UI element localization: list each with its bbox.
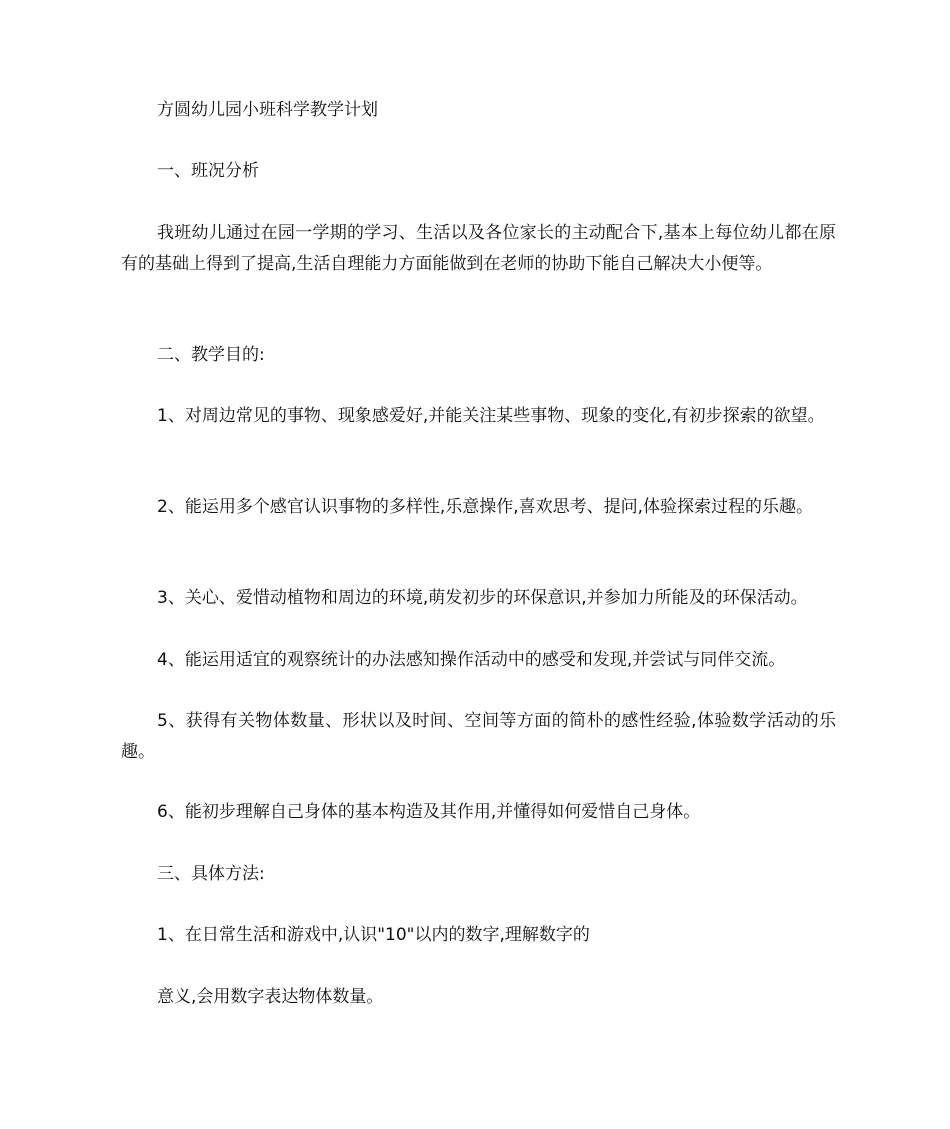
goal-item-2: 2、能运用多个感官认识事物的多样性,乐意操作,喜欢思考、提问,体验探索过程的乐趣。 xyxy=(157,497,814,517)
document-title: 方圆幼儿园小班科学教学计划 xyxy=(157,100,378,120)
goal-item-5: 5、获得有关物体数量、形状以及时间、空间等方面的简朴的感性经验,体验数学活动的乐趣。 xyxy=(121,711,836,762)
section-heading-class-analysis: 一、班况分析 xyxy=(157,161,259,181)
goal-item-1: 1、对周边常见的事物、现象感爱好,并能关注某些事物、现象的变化,有初步探索的欲望。 xyxy=(157,406,825,426)
method-item-1-continued: 意义,会用数字表达物体数量。 xyxy=(157,987,384,1007)
section-heading-methods: 三、具体方法: xyxy=(157,864,265,884)
method-item-1: 1、在日常生活和游戏中,认识"10"以内的数字,理解数字的 xyxy=(157,925,590,945)
goal-item-3: 3、关心、爱惜动植物和周边的环境,萌发初步的环保意识,并参加力所能及的环保活动。 xyxy=(157,588,808,608)
section-heading-teaching-goals: 二、教学目的: xyxy=(157,345,265,365)
paragraph-class-analysis: 我班幼儿通过在园一学期的学习、生活以及各位家长的主动配合下,基本上每位幼儿都在原有的基础上得到了提高,生活自理能力方面能做到在老师的协助下能自己解决大小便等。 xyxy=(121,223,836,274)
goal-item-4: 4、能运用适宜的观察统计的办法感知操作活动中的感受和发现,并尝试与同伴交流。 xyxy=(157,650,786,670)
goal-item-6: 6、能初步理解自己身体的基本构造及其作用,并懂得如何爱惜自己身体。 xyxy=(157,802,701,822)
